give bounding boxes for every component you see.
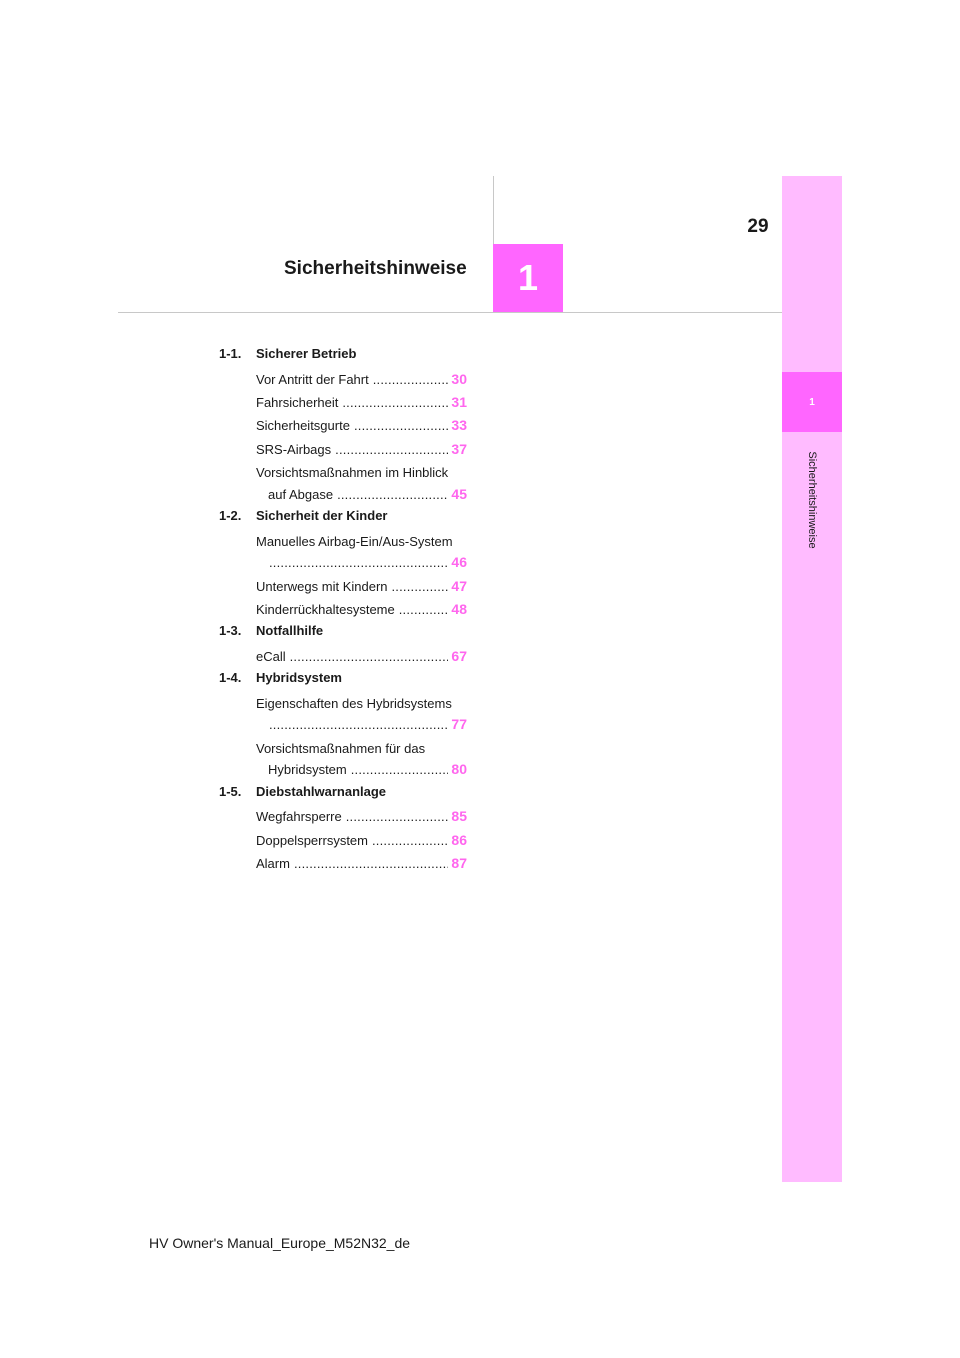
toc-entry[interactable] bbox=[256, 531, 467, 574]
toc-entry-label: Eigenschaften des Hybridsystems bbox=[256, 695, 452, 711]
toc-page-link[interactable]: 46 bbox=[451, 554, 467, 571]
toc-leader-dots bbox=[342, 392, 448, 414]
toc-leader-dots bbox=[269, 714, 448, 736]
toc-entry[interactable] bbox=[256, 806, 467, 828]
toc-leader-dots bbox=[269, 552, 448, 574]
toc-entry[interactable] bbox=[256, 576, 467, 598]
side-thumb-bar bbox=[782, 176, 842, 1182]
toc-entry-label: Vorsichtsmaßnahmen im Hinblick bbox=[256, 465, 449, 481]
toc-section bbox=[219, 622, 467, 646]
toc-leader-dots bbox=[392, 576, 449, 598]
header-rule bbox=[118, 312, 782, 313]
toc-page-link[interactable]: 33 bbox=[451, 417, 467, 434]
toc-leader-dots bbox=[337, 484, 448, 506]
toc-page-link[interactable]: 48 bbox=[451, 600, 467, 617]
toc-entry[interactable] bbox=[256, 830, 467, 852]
header-vertical-rule bbox=[493, 176, 494, 244]
footer-text: HV Owner's Manual_Europe_M52N32_de bbox=[149, 1235, 411, 1251]
toc-section bbox=[219, 669, 467, 693]
toc-section bbox=[219, 345, 467, 369]
toc-leader-dots bbox=[290, 646, 449, 668]
toc-entry-label: Manuelles Airbag-Ein/Aus-System bbox=[256, 533, 453, 549]
toc-section-number: 1-3. bbox=[219, 623, 242, 639]
toc-section bbox=[219, 507, 467, 531]
toc-entry[interactable] bbox=[256, 462, 467, 505]
toc-page-link[interactable]: 47 bbox=[451, 577, 467, 594]
toc-entry-label: Unterwegs mit Kindern bbox=[256, 578, 388, 594]
toc-section-number: 1-1. bbox=[219, 346, 242, 361]
side-chapter-label: Sicherheitshinweise bbox=[806, 451, 818, 549]
page-number: 29 bbox=[747, 216, 769, 237]
toc-section-number: 1-4. bbox=[219, 670, 242, 686]
toc-leader-dots bbox=[346, 806, 449, 828]
toc-entry[interactable] bbox=[256, 415, 467, 437]
toc-leader-dots bbox=[372, 830, 448, 852]
toc-page-link[interactable]: 45 bbox=[451, 485, 467, 502]
toc-entry-label: Fahrsicherheit bbox=[256, 394, 339, 410]
toc-entry-label: Vorsichtsmaßnahmen für das bbox=[256, 740, 426, 756]
toc-entry-label: Sicherheitsgurte bbox=[256, 418, 350, 434]
toc-section-title: Diebstahlwarnanlage bbox=[256, 783, 387, 799]
toc-entry-label: Alarm bbox=[256, 855, 290, 871]
toc-page-link[interactable]: 86 bbox=[451, 831, 467, 848]
toc-entry[interactable] bbox=[256, 646, 467, 668]
toc-section-title: Sicherheit der Kinder bbox=[256, 508, 388, 524]
toc-page-link[interactable]: 67 bbox=[451, 647, 467, 664]
chapter-title: Sicherheitshinweise bbox=[284, 258, 467, 279]
toc-entry[interactable] bbox=[256, 853, 467, 875]
toc-entry[interactable] bbox=[256, 599, 467, 621]
side-tab-chapter[interactable]: 1 bbox=[782, 372, 842, 432]
toc-entry[interactable] bbox=[256, 439, 467, 461]
chapter-number-box: 1 bbox=[493, 244, 563, 312]
toc-entry-label: Wegfahrsperre bbox=[256, 809, 342, 825]
toc-section-title: Hybridsystem bbox=[256, 670, 342, 686]
toc-page-link[interactable]: 31 bbox=[451, 393, 467, 410]
toc-entry-label: Doppelsperrsystem bbox=[256, 832, 368, 848]
toc-entry-label: auf Abgase bbox=[268, 486, 334, 502]
toc-leader-dots bbox=[354, 415, 448, 437]
toc-page-link[interactable]: 77 bbox=[451, 716, 467, 733]
toc-section-title: Notfallhilfe bbox=[256, 623, 324, 639]
toc-page-link[interactable]: 37 bbox=[451, 440, 467, 457]
toc-entry[interactable] bbox=[256, 738, 467, 781]
toc-page-link[interactable]: 30 bbox=[451, 370, 467, 387]
toc-entry-label: SRS-Airbags bbox=[256, 441, 332, 457]
toc-leader-dots bbox=[399, 599, 449, 621]
toc-section-number: 1-5. bbox=[219, 783, 242, 799]
toc-entry-label: eCall bbox=[256, 648, 286, 664]
toc-section-title: Sicherer Betrieb bbox=[256, 346, 357, 361]
toc-section bbox=[219, 783, 467, 807]
toc-entry[interactable] bbox=[256, 693, 467, 736]
toc-page-link[interactable]: 87 bbox=[451, 854, 467, 871]
toc-leader-dots bbox=[294, 853, 448, 875]
toc-page-link[interactable]: 85 bbox=[451, 808, 467, 825]
table-of-contents bbox=[219, 345, 467, 876]
toc-leader-dots bbox=[351, 759, 449, 781]
toc-entry[interactable] bbox=[256, 369, 467, 391]
toc-entry-label: Kinderrückhaltesysteme bbox=[256, 601, 395, 617]
toc-section-number: 1-2. bbox=[219, 508, 242, 524]
toc-page-link[interactable]: 80 bbox=[451, 761, 467, 778]
toc-entry[interactable] bbox=[256, 392, 467, 414]
toc-leader-dots bbox=[373, 369, 449, 391]
toc-entry-label: Hybridsystem bbox=[268, 762, 347, 778]
toc-entry-label: Vor Antritt der Fahrt bbox=[256, 371, 369, 387]
toc-leader-dots bbox=[335, 439, 448, 461]
